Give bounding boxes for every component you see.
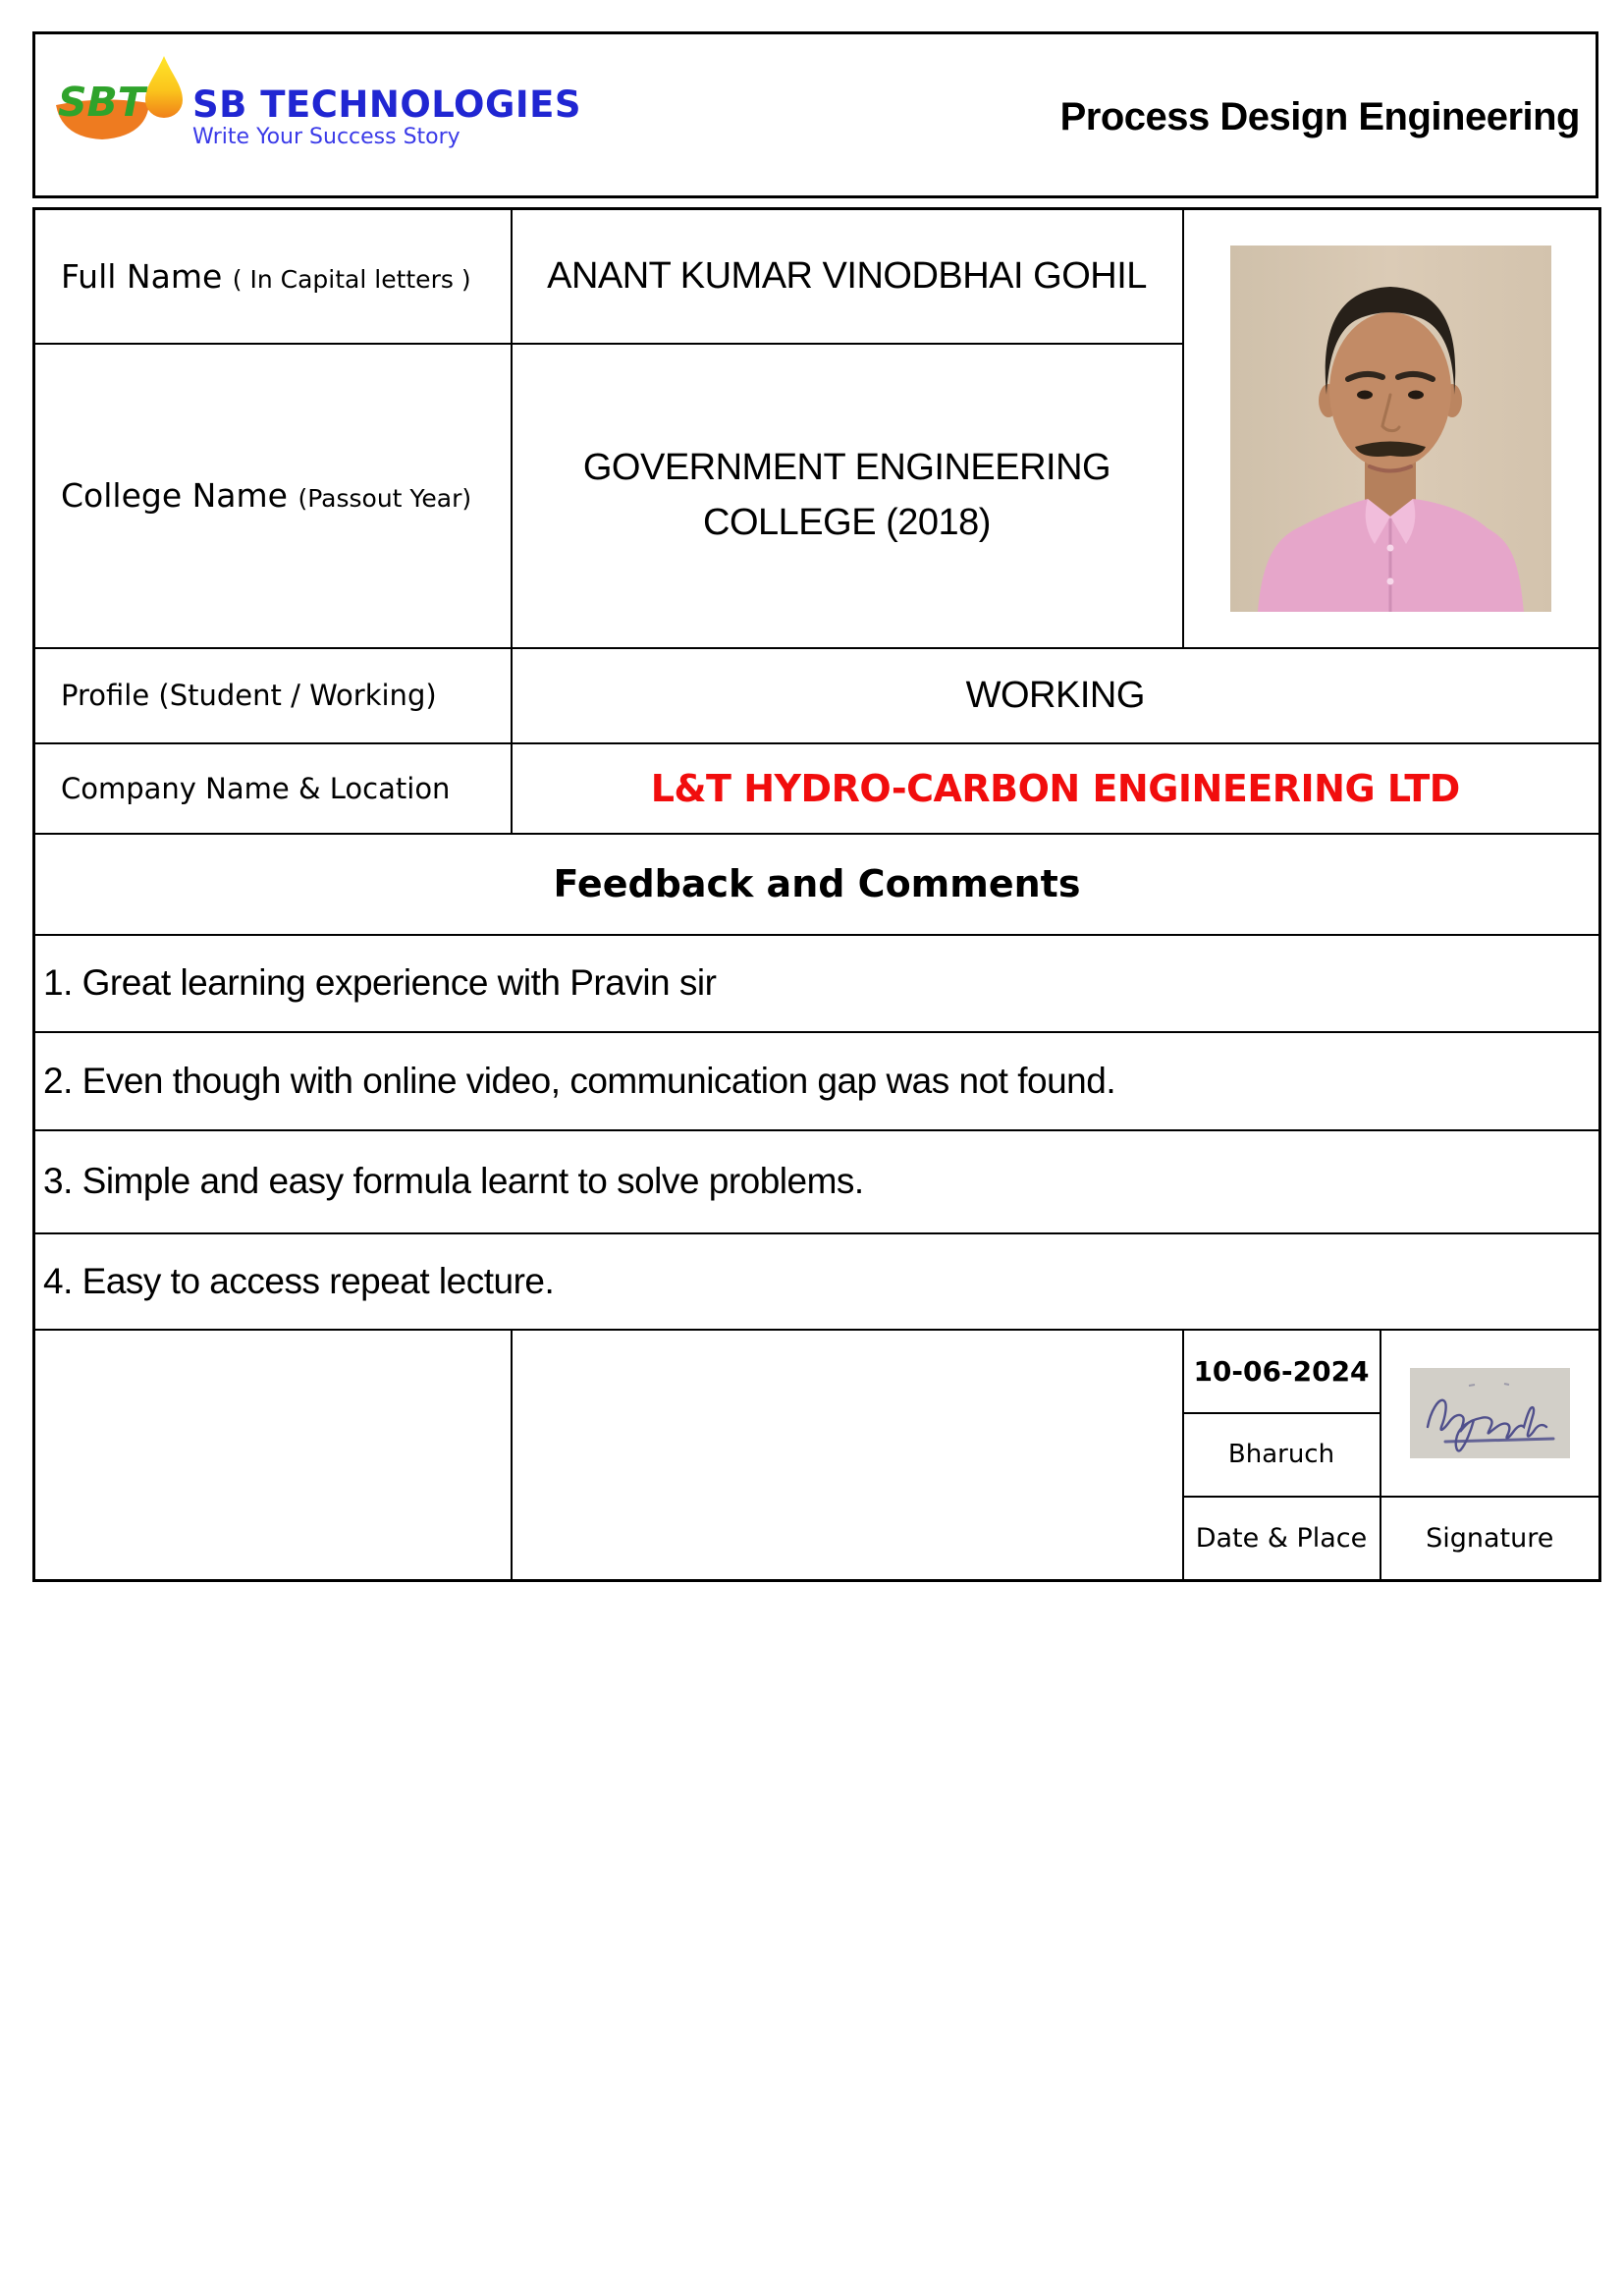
flame-icon (145, 56, 183, 118)
company-value-cell (512, 743, 1600, 834)
header (32, 31, 1598, 198)
feedback-item-row (34, 1032, 1600, 1130)
feedback-item-row (34, 935, 1600, 1032)
feedback-item-row (34, 1130, 1600, 1233)
date-value: 10-06-2024 (1193, 1354, 1370, 1388)
full-name-label: Full Name (61, 256, 223, 296)
company-label-cell (34, 743, 512, 834)
brand-name: SB TECHNOLOGIES (192, 83, 582, 126)
student-photo (1230, 246, 1551, 612)
feedback-heading: Feedback and Comments (553, 862, 1081, 905)
date-cell (1183, 1330, 1380, 1413)
profile-value: WORKING (965, 674, 1145, 716)
feedback-item-2: 2. Even though with online video, communication gap was not found. (43, 1060, 1116, 1101)
feedback-item-1: 1. Great learning experience with Pravin sir (43, 962, 717, 1003)
photo-cell (1183, 209, 1600, 648)
brand-tagline: Write Your Success Story (192, 125, 460, 149)
full-name-label-cell (34, 209, 512, 344)
feedback-item-3: 3. Simple and easy formula learnt to solve problems. (43, 1161, 864, 1201)
signature-image (1410, 1368, 1570, 1458)
college-note: (Passout Year) (298, 484, 472, 513)
logo-monogram: SBT (58, 79, 145, 126)
empty-cell (512, 1330, 1183, 1581)
profile-label-cell (34, 648, 512, 743)
feedback-item-row (34, 1233, 1600, 1330)
date-place-label: Date & Place (1195, 1522, 1368, 1554)
brand-block (192, 83, 582, 149)
full-name-value-cell (512, 209, 1183, 344)
company-label: Company Name & Location (61, 771, 451, 805)
place-value: Bharuch (1227, 1440, 1335, 1469)
feedback-item-4: 4. Easy to access repeat lecture. (43, 1260, 555, 1301)
signature-label-cell (1380, 1497, 1600, 1581)
company-value: L&T HYDRO-CARBON ENGINEERING LTD (650, 766, 1460, 810)
full-name-value: ANANT KUMAR VINODBHAI GOHIL (547, 254, 1147, 297)
college-value-cell (512, 344, 1183, 648)
college-label: College Name (61, 476, 288, 515)
signature-image-cell (1380, 1330, 1600, 1497)
sbt-logo (54, 48, 191, 161)
full-name-note: ( In Capital letters ) (232, 264, 471, 294)
feedback-heading-cell (34, 834, 1600, 935)
feedback-form-table (32, 207, 1601, 1582)
profile-value-cell (512, 648, 1600, 743)
college-value: GOVERNMENT ENGINEERING COLLEGE (2018) (582, 447, 1111, 543)
signature-label: Signature (1426, 1522, 1554, 1554)
empty-cell (34, 1330, 512, 1581)
document-title: Process Design Engineering (1059, 95, 1580, 138)
profile-label: Profile (Student / Working) (61, 679, 437, 712)
place-cell (1183, 1413, 1380, 1497)
college-label-cell (34, 344, 512, 648)
date-place-label-cell (1183, 1497, 1380, 1581)
